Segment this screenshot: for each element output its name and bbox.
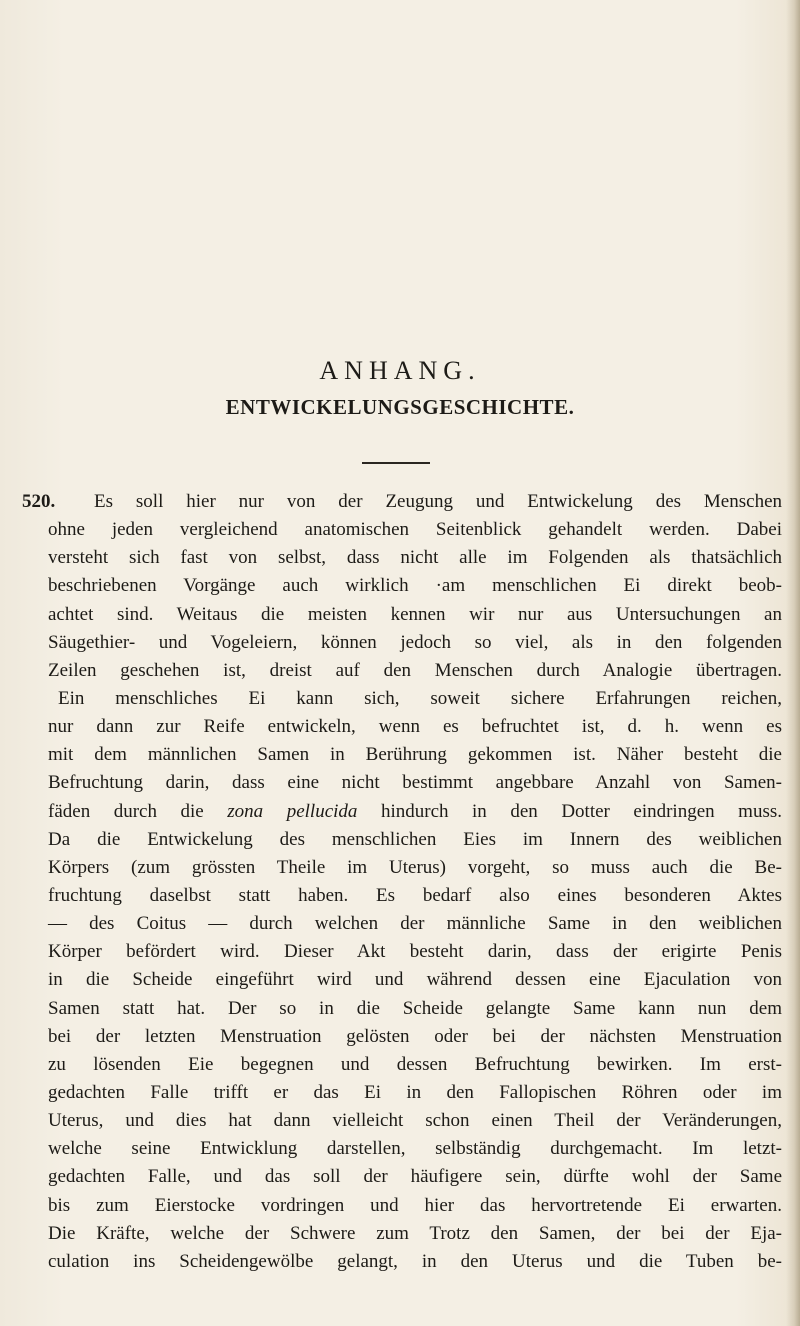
text-line: in die Scheide eingeführt wird und während dessen eine Ejaculation von xyxy=(48,969,782,991)
text-line: Körper befördert wird. Dieser Akt besteht darin, dass der erigirte Penis xyxy=(48,941,782,963)
chapter-title: ANHANG. xyxy=(319,356,481,385)
text-line: Es soll hier nur von der Zeugung und Entwickelung des Menschen xyxy=(94,491,782,512)
text-line: Säugethier- und Vogeleiern, können jedoch so viel, als in den folgenden xyxy=(48,631,782,653)
text-line: Uterus, und dies hat dann vielleicht schon einen Theil der Veränderungen, xyxy=(48,1110,782,1132)
text-line: versteht sich fast von selbst, dass nicht alle im Folgenden als thatsächlich xyxy=(48,547,782,569)
text-line: fruchtung daselbst statt haben. Es bedarf also eines besonderen Aktes xyxy=(48,884,782,906)
section-body xyxy=(48,488,782,1276)
text-line-with-italic xyxy=(48,798,782,826)
italic-phrase-line: fäden durch die zona pellucida hindurch in den Dotter eindringen muss. xyxy=(48,800,782,822)
section-number: 520. xyxy=(22,491,56,512)
text-line: Da die Entwickelung des menschlichen Eies im Innern des weiblichen xyxy=(48,828,782,850)
text-line: bei der letzten Menstruation gelösten oder bei der nächsten Menstruation xyxy=(48,1025,782,1047)
text-line: Die Kräfte, welche der Schwere zum Trotz den Samen, der bei der Eja- xyxy=(48,1222,782,1244)
text-line: ohne jeden vergleichend anatomischen Seitenblick gehandelt werden. Dabei xyxy=(48,519,782,541)
text-line: beschriebenen Vorgänge auch wirklich ·am menschlichen Ei direkt beob- xyxy=(48,575,782,597)
text-line: bis zum Eierstocke vordringen und hier das hervortretende Ei erwarten. xyxy=(48,1194,782,1216)
text-line: gedachten Falle, und das soll der häufigere sein, dürfte wohl der Same xyxy=(48,1166,782,1188)
text-line: Zeilen geschehen ist, dreist auf den Menschen durch Analogie übertragen. xyxy=(48,659,782,681)
chapter-subtitle: ENTWICKELUNGSGESCHICHTE. xyxy=(225,395,575,419)
text-line: Samen statt hat. Der so in die Scheide gelangte Same kann nun dem xyxy=(48,997,782,1019)
text-line: achtet sind. Weitaus die meisten kennen wir nur aus Untersuchungen an xyxy=(48,603,782,625)
text-line: gedachten Falle trifft er das Ei in den Fallopischen Röhren oder im xyxy=(48,1081,782,1103)
text-line: nur dann zur Reife entwickeln, wenn es befruchtet ist, d. h. wenn es xyxy=(48,716,782,738)
text-line: mit dem männlichen Samen in Berührung gekommen ist. Näher besteht die xyxy=(48,744,782,766)
text-line: zu lösenden Eie begegnen und dessen Befruchtung bewirken. Im erst- xyxy=(48,1053,782,1075)
text-line: Körpers (zum grössten Theile im Uterus) vorgeht, so muss auch die Be- xyxy=(48,856,782,878)
text-line: Ein menschliches Ei kann sich, soweit sichere Erfahrungen reichen, xyxy=(58,687,782,709)
latin-term: zona pellucida xyxy=(227,800,358,822)
text-line: welche seine Entwicklung darstellen, selbständig durchgemacht. Im letzt- xyxy=(48,1138,782,1160)
title-divider xyxy=(362,462,430,464)
text-line: Befruchtung darin, dass eine nicht bestimmt angebbare Anzahl von Samen- xyxy=(48,772,782,794)
page-edge-shadow xyxy=(786,0,800,1326)
text-line: — des Coitus — durch welchen der männliche Same in den weiblichen xyxy=(48,913,782,935)
text-line: culation ins Scheidengewölbe gelangt, in den Uterus und die Tuben be- xyxy=(48,1250,782,1272)
